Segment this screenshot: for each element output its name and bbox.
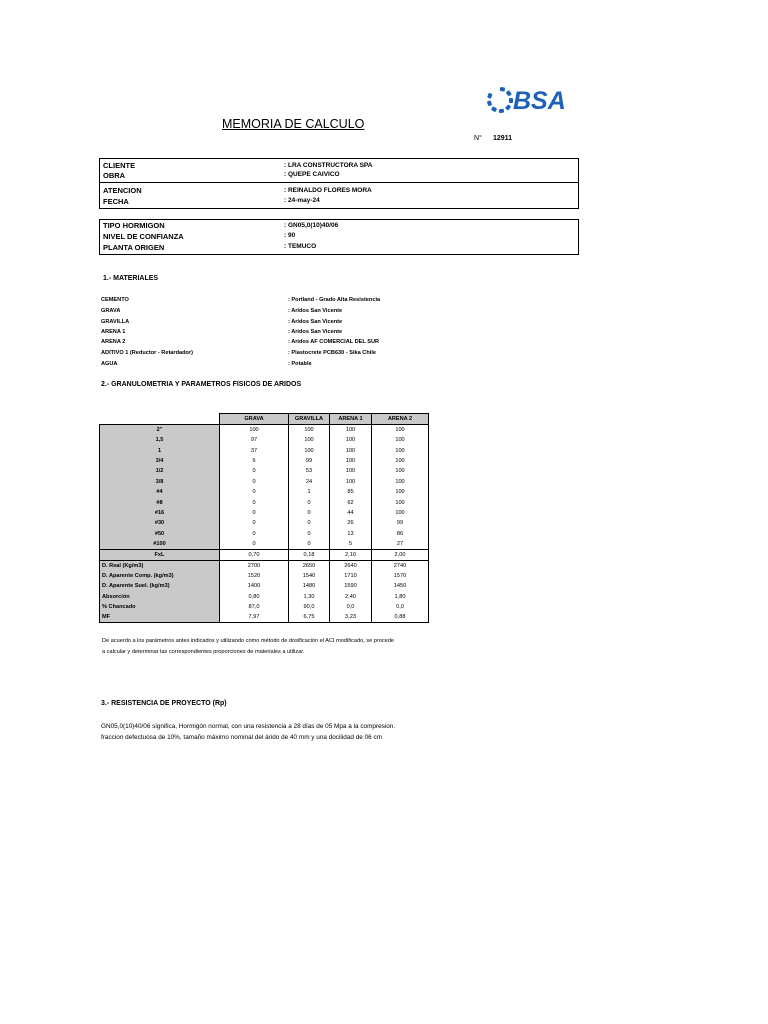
row-label: 1,5 [100,435,220,445]
table-cell: 0,88 [372,612,429,623]
material-value: : Portland - Grado Alta Resistencia [288,297,381,303]
table-cell: 1,30 [289,592,330,602]
client-info-box [99,158,579,209]
table-cell: 100 [330,477,372,487]
table-row [100,497,429,507]
table-row [100,549,429,560]
row-label: #50 [100,529,220,539]
table-cell: 100 [372,445,429,455]
column-header: ARENA 1 [330,414,372,425]
tipo-hormigon-value: : GN05,0(10)40/06 [284,222,339,229]
material-label: GRAVA [101,308,121,314]
table-cell: 0,0 [372,602,429,612]
row-label: #4 [100,487,220,497]
obra-value: : QUEPE CAIVICO [284,171,340,178]
table-cell: 0 [220,466,289,476]
row-label: #30 [100,518,220,528]
table-cell: 24 [289,477,330,487]
row-label: MF [100,612,220,623]
client-value: : LRA CONSTRUCTORA SPA [284,162,373,169]
table-row [100,592,429,602]
table-cell: 0 [220,529,289,539]
granulometry-table [99,413,429,623]
table-cell: 85 [330,487,372,497]
material-label: ARENA 2 [101,339,126,345]
table-cell: 100 [372,435,429,445]
row-label: #16 [100,508,220,518]
table-row [100,456,429,466]
doc-number-label: N° [474,135,482,142]
table-row [100,466,429,476]
table-cell: 2,40 [330,592,372,602]
table-cell: 97 [220,435,289,445]
table-row [100,571,429,581]
table-cell: 0,80 [220,592,289,602]
table-cell: 100 [330,425,372,436]
table-cell: 0 [220,497,289,507]
table-cell: 1540 [289,571,330,581]
table-cell: 1,80 [372,592,429,602]
bsa-logo [486,84,566,120]
table-cell: 100 [372,466,429,476]
row-label: 3/8 [100,477,220,487]
table-row [100,477,429,487]
fecha-label: FECHA [103,197,129,206]
table-cell: 0 [220,539,289,550]
planta-origen-label: PLANTA ORIGEN [103,243,165,252]
table-cell: 0 [220,477,289,487]
table-cell: 100 [330,456,372,466]
resistance-heading: 3.- RESISTENCIA DE PROYECTO (Rp) [101,700,227,707]
table-cell: 7,97 [220,612,289,623]
table-row [100,487,429,497]
granulometry-heading: 2.- GRANULOMETRIA Y PARAMETROS FISICOS DE ARIDOS [101,381,302,388]
table-cell: 1570 [372,571,429,581]
resistance-text-line-1: GN05,0(10)40/06 significa, Hormigón normal, con una resistencia a 28 días de 05 Mpa a la compresion. [101,723,396,730]
table-row [100,612,429,623]
table-row [100,425,429,436]
table-cell: 27 [372,539,429,550]
nivel-confianza-value: : 90 [284,232,296,239]
row-label: D. Aparente Comp. (kg/m3) [100,571,220,581]
table-cell: 2650 [289,560,330,571]
table-cell: 100 [372,477,429,487]
nivel-confianza-label: NIVEL DE CONFIANZA [103,232,184,241]
row-label: D. Real (Kg/m3) [100,560,220,571]
tipo-hormigon-label: TIPO HORMIGON [103,221,165,230]
material-label: AGUA [101,361,118,367]
table-cell: 6 [220,456,289,466]
material-value: : Aridos San Vicente [288,319,343,325]
table-cell: 0 [289,508,330,518]
row-label: 3/4 [100,456,220,466]
bsa-logo-text: BSA [513,87,566,115]
table-cell: 62 [330,497,372,507]
table-row [100,602,429,612]
table-row [100,539,429,550]
table-cell: 0 [289,518,330,528]
row-label: 1 [100,445,220,455]
table-cell: 100 [372,425,429,436]
column-header: GRAVILLA [289,414,330,425]
table-cell: 86 [372,529,429,539]
material-label: GRAVILLA [101,319,130,325]
row-label: FxL [100,549,220,560]
atencion-label: ATENCION [103,186,142,195]
table-cell: 100 [220,425,289,436]
material-value: : Potable [288,361,312,367]
table-cell: 0,0 [330,602,372,612]
table-row [100,529,429,539]
resistance-text-line-2: fraccion defectuosa de 10%, tamaño máximo nominal del árido de 40 mm y una docilidad de 06 cm [101,734,382,741]
table-cell: 100 [289,435,330,445]
table-row [100,508,429,518]
table-cell: 0 [289,539,330,550]
table-cell: 99 [372,518,429,528]
table-cell: 100 [372,508,429,518]
row-label: Absorción [100,592,220,602]
table-cell: 37 [220,445,289,455]
table-cell: 0,18 [289,549,330,560]
method-note-line-1: De acuerdo a los parámetros antes indicados y utilizando como método de dosificación el ACI modificado, se procede [102,638,394,644]
table-cell: 87,0 [220,602,289,612]
obra-label: OBRA [103,171,126,180]
material-value: : Plastocrete PCB630 - Sika Chile [288,350,376,356]
table-cell: 1400 [220,581,289,591]
material-value: : Aridos San Vicente [288,308,343,314]
table-cell: 100 [330,445,372,455]
table-cell: 2,10 [330,549,372,560]
table-cell: 0 [289,497,330,507]
table-cell: 2640 [330,560,372,571]
table-cell: 26 [330,518,372,528]
column-header: GRAVA [220,414,289,425]
column-header: ARENA 2 [372,414,429,425]
table-cell: 1710 [330,571,372,581]
table-cell: 44 [330,508,372,518]
material-label: ARENA 1 [101,329,126,335]
row-label: 2" [100,425,220,436]
table-row [100,518,429,528]
concrete-info-box [99,219,579,255]
table-cell: 100 [372,456,429,466]
table-cell: 1590 [330,581,372,591]
table-row [100,445,429,455]
material-value: : Aridos San Vicente [288,329,343,335]
bsa-logo-ring-icon [486,86,514,114]
table-header-row [100,414,429,425]
table-cell: 99 [289,456,330,466]
table-cell: 3,23 [330,612,372,623]
table-cell: 100 [289,445,330,455]
row-label: #100 [100,539,220,550]
table-cell: 100 [372,497,429,507]
table-cell: 1450 [372,581,429,591]
table-cell: 1520 [220,571,289,581]
page-title: MEMORIA DE CALCULO [222,117,365,131]
client-label: CLIENTE [103,161,136,170]
client-info-divider [100,182,578,183]
table-cell: 1480 [289,581,330,591]
row-label: % Chancado [100,602,220,612]
atencion-value: : REINALDO FLORES MORA [284,187,372,194]
table-cell: 2740 [372,560,429,571]
table-cell: 0 [220,487,289,497]
table-cell: 2,00 [372,549,429,560]
table-row [100,581,429,591]
materials-heading: 1.- MATERIALES [103,275,159,282]
table-cell: 0 [220,518,289,528]
table-cell: 100 [372,487,429,497]
table-cell: 100 [330,466,372,476]
table-cell: 5 [330,539,372,550]
table-cell: 2700 [220,560,289,571]
table-cell: 0,70 [220,549,289,560]
material-label: ADITIVO 1 (Reductor - Retardador) [101,350,193,356]
table-cell: 0 [220,508,289,518]
table-cell: 13 [330,529,372,539]
table-cell: 100 [330,435,372,445]
row-label: D. Aparente Suel. (kg/m3) [100,581,220,591]
row-label: #8 [100,497,220,507]
fecha-value: : 24-may-24 [284,197,320,204]
table-cell: 90,0 [289,602,330,612]
doc-number: 12911 [493,135,513,142]
material-label: CEMENTO [101,297,129,303]
table-cell: 0 [289,529,330,539]
table-corner [100,414,220,425]
method-note-line-2: a calcular y determinar las correspondientes proporciones de materiales a utilizar. [102,649,305,655]
material-value: : Aridos AF COMERCIAL DEL SUR [288,339,380,345]
table-cell: 6,75 [289,612,330,623]
table-cell: 1 [289,487,330,497]
row-label: 1/2 [100,466,220,476]
table-row [100,560,429,571]
table-row [100,435,429,445]
planta-origen-value: : TEMUCO [284,243,317,250]
table-cell: 53 [289,466,330,476]
table-cell: 100 [289,425,330,436]
